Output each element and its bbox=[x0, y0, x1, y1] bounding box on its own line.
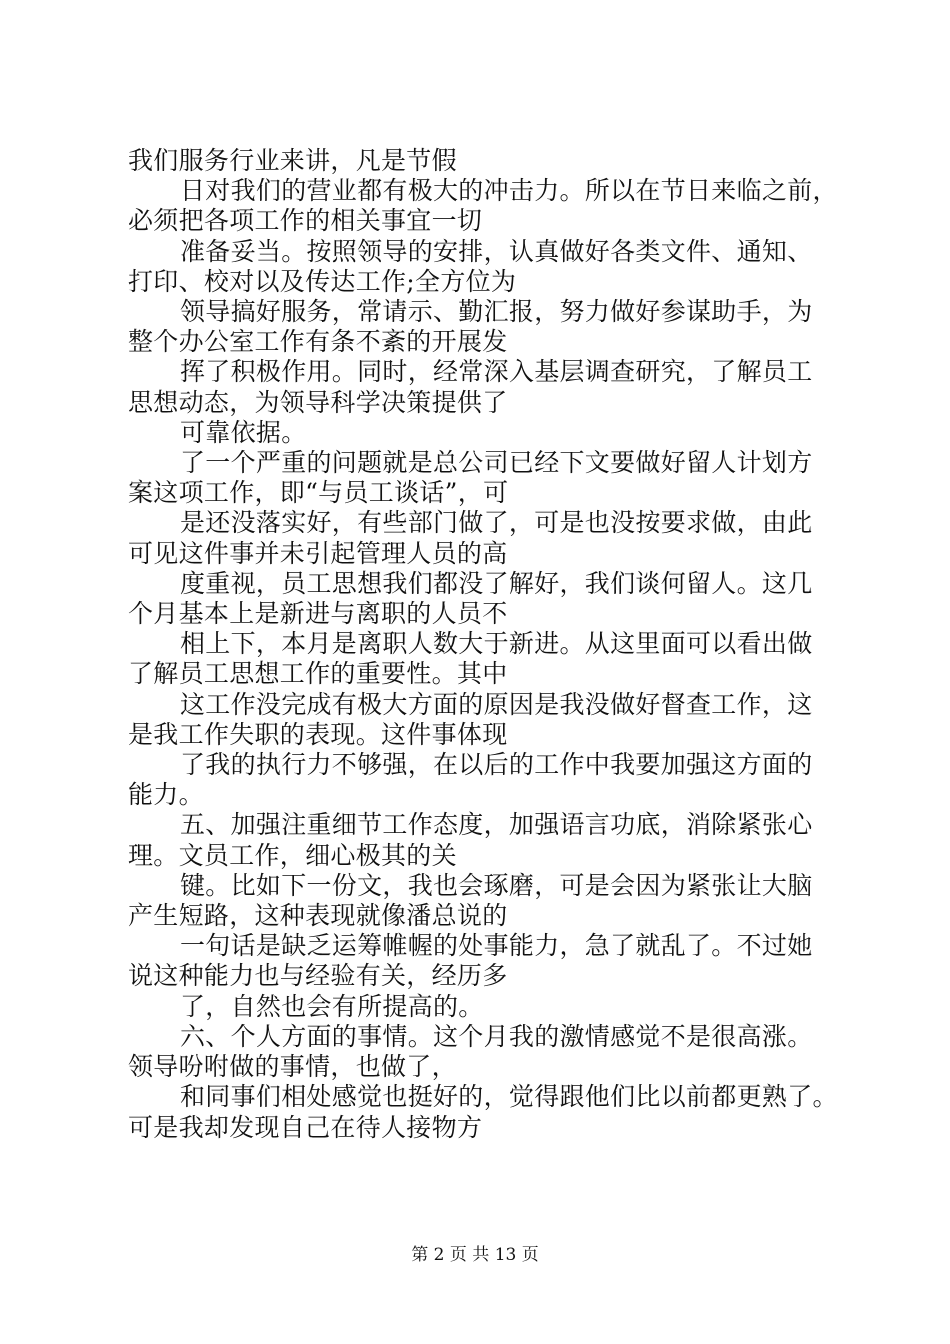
text-line: 领导搞好服务，常请示、勤汇报，努力做好参谋助手，为 bbox=[180, 297, 813, 327]
text-line: 可是我却发现自己在待人接物方 bbox=[128, 1112, 483, 1142]
text-line: 了我的执行力不够强，在以后的工作中我要加强这方面的 bbox=[180, 750, 813, 780]
text-line: 必须把各项工作的相关事宜一切 bbox=[128, 206, 483, 236]
text-line: 相上下，本月是离职人数大于新进。从这里面可以看出做 bbox=[180, 629, 813, 659]
text-line: 一句话是缺乏运筹帷幄的处事能力，急了就乱了。不过她 bbox=[180, 931, 813, 961]
text-line: 整个办公室工作有条不紊的开展发 bbox=[128, 327, 508, 357]
text-line: 了解员工思想工作的重要性。其中 bbox=[128, 659, 508, 689]
text-line: 挥了积极作用。同时，经常深入基层调查研究，了解员工 bbox=[180, 357, 813, 387]
text-line: 和同事们相处感觉也挺好的，觉得跟他们比以前都更熟了。 bbox=[180, 1082, 838, 1112]
text-line: 领导吩咐做的事情，也做了， bbox=[128, 1052, 457, 1082]
text-line: 键。比如下一份文，我也会琢磨，可是会因为紧张让大脑 bbox=[180, 870, 813, 900]
text-line: 六、个人方面的事情。这个月我的激情感觉不是很高涨。 bbox=[180, 1021, 813, 1051]
text-line: 能力。 bbox=[128, 780, 204, 810]
text-line: 产生短路，这种表现就像潘总说的 bbox=[128, 901, 508, 931]
document-body bbox=[128, 146, 848, 1143]
text-line: 这工作没完成有极大方面的原因是我没做好督查工作，这 bbox=[180, 689, 813, 719]
page-footer: 第 2 页 共 13 页 bbox=[411, 1245, 539, 1265]
text-line: 五、加强注重细节工作态度，加强语言功底，消除紧张心 bbox=[180, 810, 813, 840]
text-line: 理。文员工作，细心极其的关 bbox=[128, 840, 457, 870]
text-line: 是我工作失职的表现。这件事体现 bbox=[128, 719, 508, 749]
text-line: 度重视，员工思想我们都没了解好，我们谈何留人。这几 bbox=[180, 568, 813, 598]
text-line: 可见这件事并未引起管理人员的高 bbox=[128, 538, 508, 568]
text-line: 打印、校对以及传达工作;全方位为 bbox=[128, 266, 517, 296]
text-line: 思想动态，为领导科学决策提供了 bbox=[128, 387, 508, 417]
text-line: 了一个严重的问题就是总公司已经下文要做好留人计划方 bbox=[180, 448, 813, 478]
text-line: 可靠依据。 bbox=[180, 417, 307, 447]
text-line: 说这种能力也与经验有关，经历多 bbox=[128, 961, 508, 991]
text-line: 我们服务行业来讲，凡是节假 bbox=[128, 146, 457, 175]
text-line: 了，自然也会有所提高的。 bbox=[180, 991, 484, 1021]
text-line: 准备妥当。按照领导的安排，认真做好各类文件、通知、 bbox=[180, 236, 813, 266]
text-line: 是还没落实好，有些部门做了，可是也没按要求做，由此 bbox=[180, 508, 813, 538]
text-line: 日对我们的营业都有极大的冲击力。所以在节日来临之前， bbox=[180, 176, 838, 206]
text-line: 案这项工作，即“与员工谈话”，可 bbox=[128, 478, 509, 508]
text-line: 个月基本上是新进与离职的人员不 bbox=[128, 599, 508, 629]
